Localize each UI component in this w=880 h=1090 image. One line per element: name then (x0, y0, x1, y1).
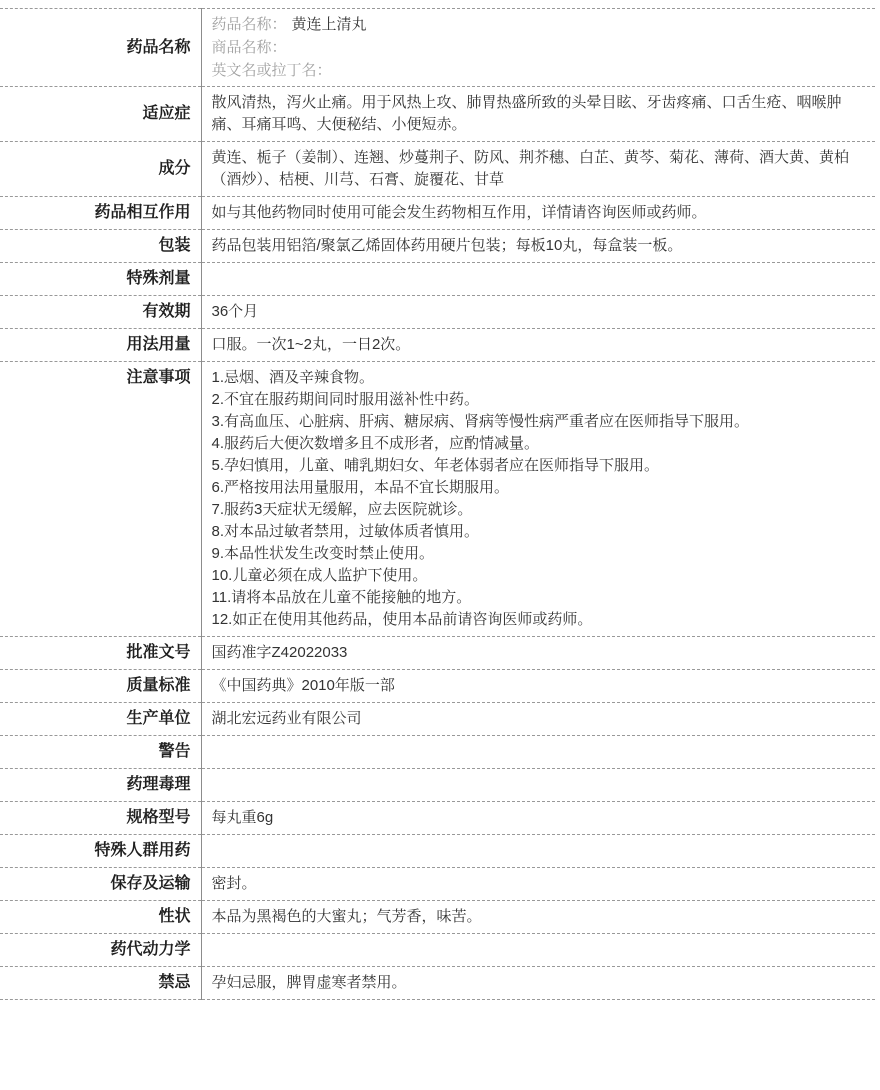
table-row (0, 263, 875, 296)
table-row-drug-name (0, 9, 875, 87)
table-row (0, 802, 875, 835)
row-value-line: 36个月 (211, 303, 259, 320)
field-key: 英文名或拉丁名： (211, 62, 332, 79)
row-label: 性状 (0, 901, 201, 934)
row-label: 保存及运输 (0, 868, 201, 901)
row-label: 特殊人群用药 (0, 835, 201, 868)
table-row (0, 296, 875, 329)
row-value-line: 7.服药3天症状无缓解，应去医院就诊。 (211, 501, 473, 518)
row-value (201, 362, 875, 637)
trade-name-line (212, 36, 866, 59)
table-row (0, 230, 875, 263)
row-value-line: 本品为黑褐色的大蜜丸；气芳香，味苦。 (211, 908, 482, 925)
field-value: 黄连上清丸 (291, 16, 367, 33)
drug-info-rows (0, 9, 875, 1000)
row-value (201, 901, 875, 934)
row-value (201, 736, 875, 769)
row-label: 规格型号 (0, 802, 201, 835)
row-value-line: 2.不宜在服药期间同时服用滋补性中药。 (211, 391, 480, 408)
row-value-line: 4.服药后大便次数增多且不成形者，应酌情减量。 (211, 435, 540, 452)
row-value (201, 703, 875, 736)
row-value-line: 9.本品性状发生改变时禁止使用。 (211, 545, 435, 562)
row-label: 禁忌 (0, 967, 201, 1000)
row-value (201, 802, 875, 835)
row-label: 批准文号 (0, 637, 201, 670)
row-value-line: 如与其他药物同时使用可能会发生药物相互作用，详情请咨询医师或药师。 (211, 204, 707, 221)
table-row (0, 901, 875, 934)
row-value-line: 10.儿童必须在成人监护下使用。 (211, 567, 428, 584)
row-label: 药理毒理 (0, 769, 201, 802)
row-label: 药品名称 (0, 9, 201, 87)
row-label: 包装 (0, 230, 201, 263)
row-value-line: 密封。 (211, 875, 257, 892)
table-row (0, 87, 875, 142)
table-row (0, 835, 875, 868)
row-label: 注意事项 (0, 362, 201, 637)
drug-info-table (0, 8, 875, 1000)
row-value (201, 769, 875, 802)
table-row (0, 703, 875, 736)
row-label: 药代动力学 (0, 934, 201, 967)
row-value-line: 黄连、栀子（姜制）、连翘、炒蔓荆子、防风、荆芥穗、白芷、黄芩、菊花、薄荷、酒大黄、黄柏（酒炒）、桔梗、川芎、石膏、旋覆花、甘草 (211, 149, 850, 188)
row-value-line: 3.有高血压、心脏病、肝病、糖尿病、肾病等慢性病严重者应在医师指导下服用。 (211, 413, 750, 430)
row-label: 适应症 (0, 87, 201, 142)
row-value (201, 967, 875, 1000)
row-value-line: 5.孕妇慎用，儿童、哺乳期妇女、年老体弱者应在医师指导下服用。 (211, 457, 660, 474)
row-value (201, 670, 875, 703)
table-row (0, 362, 875, 637)
row-value-line: 药品包装用铝箔/聚氯乙烯固体药用硬片包装；每板10丸，每盒装一板。 (211, 237, 683, 254)
row-value (201, 296, 875, 329)
table-row (0, 934, 875, 967)
row-value-line: 口服。一次1~2丸，一日2次。 (211, 336, 411, 353)
row-label: 质量标准 (0, 670, 201, 703)
row-value-line: 1.忌烟、酒及辛辣食物。 (211, 369, 375, 386)
row-label: 特殊剂量 (0, 263, 201, 296)
field-key: 商品名称： (211, 39, 287, 56)
row-value-line: 6.严格按用法用量服用，本品不宜长期服用。 (211, 479, 510, 496)
row-label: 药品相互作用 (0, 197, 201, 230)
row-value-line: 《中国药典》2010年版一部 (211, 677, 395, 694)
latin-name-line (212, 59, 866, 82)
row-value-line: 12.如正在使用其他药品，使用本品前请咨询医师或药师。 (211, 611, 593, 628)
table-row (0, 329, 875, 362)
row-label: 有效期 (0, 296, 201, 329)
drug-name-line (212, 13, 866, 36)
table-row (0, 142, 875, 197)
table-row (0, 769, 875, 802)
table-row (0, 670, 875, 703)
row-value-line: 11.请将本品放在儿童不能接触的地方。 (211, 589, 472, 606)
field-key: 药品名称： (211, 16, 287, 33)
row-value (201, 263, 875, 296)
table-row (0, 637, 875, 670)
row-value (201, 835, 875, 868)
row-value (201, 230, 875, 263)
row-value-line: 8.对本品过敏者禁用，过敏体质者慎用。 (211, 523, 480, 540)
row-value (201, 197, 875, 230)
row-value (201, 87, 875, 142)
row-value (201, 142, 875, 197)
row-value (201, 637, 875, 670)
row-value-line: 散风清热，泻火止痛。用于风热上攻、肺胃热盛所致的头晕目眩、牙齿疼痛、口舌生疮、咽喉肿痛、耳痛耳鸣、大便秘结、小便短赤。 (211, 94, 842, 133)
table-row (0, 868, 875, 901)
row-value (201, 9, 875, 87)
row-value-line: 每丸重6g (211, 809, 274, 826)
row-value (201, 934, 875, 967)
row-label: 成分 (0, 142, 201, 197)
row-value-line: 孕妇忌服，脾胃虚寒者禁用。 (211, 974, 407, 991)
table-row (0, 736, 875, 769)
row-value (201, 868, 875, 901)
row-label: 用法用量 (0, 329, 201, 362)
row-value (201, 329, 875, 362)
row-value-line: 湖北宏远药业有限公司 (211, 710, 362, 727)
table-row (0, 967, 875, 1000)
row-label: 生产单位 (0, 703, 201, 736)
row-label: 警告 (0, 736, 201, 769)
table-row (0, 197, 875, 230)
row-value-line: 国药准字Z42022033 (211, 644, 348, 661)
